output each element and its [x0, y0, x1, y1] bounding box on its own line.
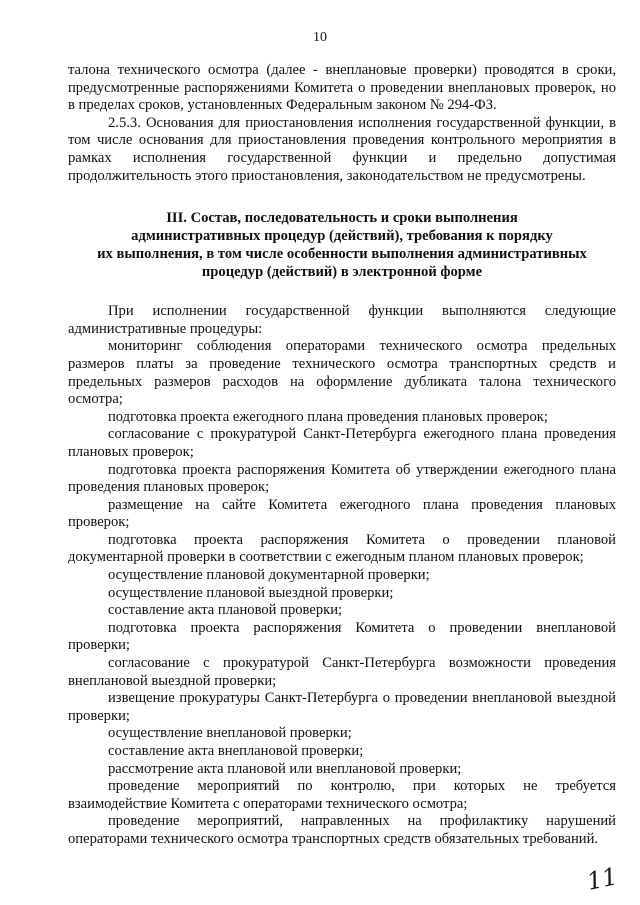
document-body — [68, 62, 616, 849]
paragraph-continuation: талона технического осмотра (далее - внеплановые проверки) проводятся в сроки, предусмотренные распоряжениями Комитета о проведении внеплановых проверок, но в пределах сроков, установленных Федеральным законом № 294-ФЗ. — [68, 62, 616, 114]
procedure-item: рассмотрение акта плановой или внеплановой проверки; — [108, 760, 462, 777]
procedure-item: осуществление плановой выездной проверки; — [108, 584, 394, 601]
procedures-intro: При исполнении государственной функции выполняются следующие административные процедуры: — [68, 303, 616, 337]
procedure-item: мониторинг соблюдения операторами технического осмотра предельных размеров платы за проведение технического осмотра транспортных средств и предельных размеров расходов на оформление дубликата талона технического осмотра; — [68, 338, 616, 408]
section-heading-line: III. Состав, последовательность и сроки выполнения — [166, 210, 518, 227]
page-number: 10 — [313, 30, 327, 45]
paragraph-2-5-3: 2.5.3. Основания для приостановления исполнения государственной функции, в том числе основания для приостановления проведения контрольного мероприятия в рамках исполнения государственной функции и предельно допустимая продолжительность этого приостановления, законодательством не предусмотрены. — [68, 114, 616, 184]
section-heading — [68, 209, 616, 281]
section-heading-line: их выполнения, в том числе особенности выполнения административных — [97, 246, 587, 263]
procedure-item: проведение мероприятий по контролю, при которых не требуется взаимодействие Комитета с операторами технического осмотра; — [68, 778, 616, 812]
procedure-item: согласование с прокуратурой Санкт-Петербурга возможности проведения внеплановой выездной проверки; — [68, 655, 616, 689]
section-heading-line: административных процедур (действий), требования к порядку — [131, 228, 553, 245]
procedure-item: согласование с прокуратурой Санкт-Петербурга ежегодного плана проведения плановых проверок; — [68, 426, 616, 460]
procedure-item: проведение мероприятий, направленных на профилактику нарушений операторами технического осмотра транспортных средств обязательных требований. — [68, 813, 616, 847]
procedure-item: подготовка проекта распоряжения Комитета об утверждении ежегодного плана проведения плановых проверок; — [68, 461, 616, 496]
section-heading-line: процедур (действий) в электронной форме — [201, 264, 483, 281]
procedure-item: подготовка проекта распоряжения Комитета о проведении плановой документарной проверки в соответствии с ежегодным планом плановых проверок; — [68, 531, 616, 566]
handwritten-page-mark: 11 — [584, 862, 621, 896]
procedure-item: осуществление плановой документарной проверки; — [108, 567, 430, 584]
procedure-item: осуществление внеплановой проверки; — [108, 725, 352, 742]
procedure-item: размещение на сайте Комитета ежегодного плана проведения плановых проверок; — [68, 496, 616, 531]
procedure-item: подготовка проекта ежегодного плана проведения плановых проверок; — [108, 408, 548, 425]
procedure-item: составление акта плановой проверки; — [108, 602, 343, 619]
procedure-item: составление акта внеплановой проверки; — [108, 743, 364, 759]
procedure-item: извещение прокуратуры Санкт-Петербурга о проведении внеплановой выездной проверки; — [68, 690, 616, 724]
procedure-item: подготовка проекта распоряжения Комитета о проведении внеплановой проверки; — [68, 619, 616, 654]
